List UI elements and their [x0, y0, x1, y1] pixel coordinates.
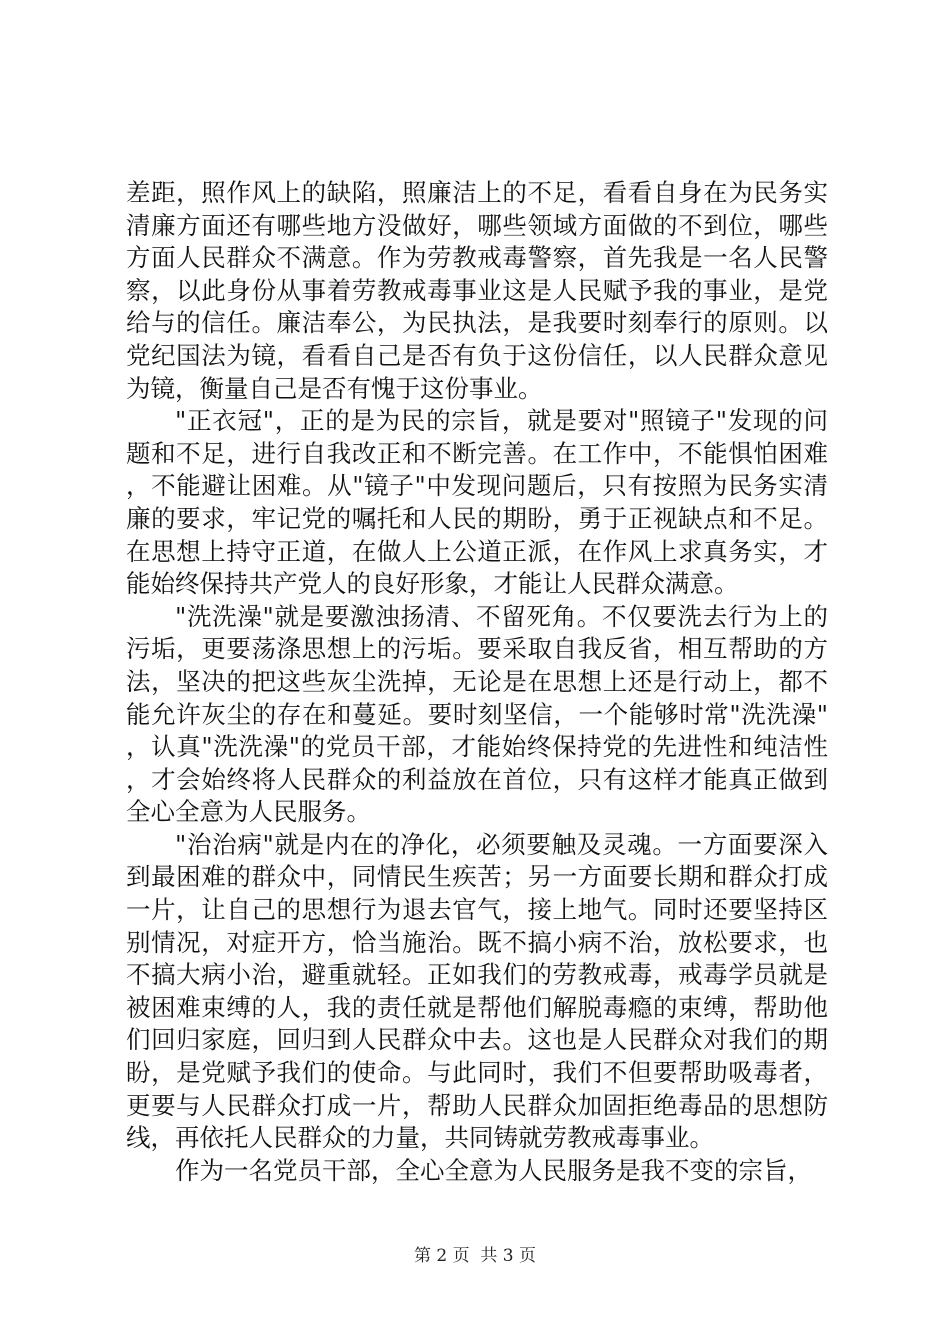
paragraph-2: "正衣冠"，正的是为民的宗旨，就是要对"照镜子"发现的问题和不足，进行自我改正和不断完善。在工作中，不能惧怕困难，不能避让困难。从"镜子"中发现问题后，只有按照为民务实清廉的要求，牢记党的嘱托和人民的期盼，勇于正视缺点和不足。在思想上持守正道，在做人上公道正派，在作风上求真务实，才能始终保持共产党人的良好形象，才能让人民群众满意。	[126, 406, 828, 599]
document-body	[126, 177, 828, 1187]
page-number-footer: 第 2 页 共 3 页	[413, 1246, 537, 1266]
paragraph-3: "洗洗澡"就是要激浊扬清、不留死角。不仅要洗去行为上的污垢，更要荡涤思想上的污垢。要采取自我反省，相互帮助的方法，坚决的把这些灰尘洗掉，无论是在思想上还是行动上，都不能允许灰尘的存在和蔓延。要时刻坚信，一个能够时常"洗洗澡"，认真"洗洗澡"的党员干部，才能始终保持党的先进性和纯洁性，才会始终将人民群众的利益放在首位，只有这样才能真正做到全心全意为人民服务。	[126, 601, 828, 827]
paragraph-5: 作为一名党员干部，全心全意为人民服务是我不变的宗旨，	[175, 1155, 812, 1185]
paragraph-4: "治治病"就是内在的净化，必须要触及灵魂。一方面要深入到最困难的群众中，同情民生疾苦；另一方面要长期和群众打成一片，让自己的思想行为退去官气，接上地气。同时还要坚持区别情况，对症开方，恰当施治。既不搞小病不治，放松要求，也不搞大病小治，避重就轻。正如我们的劳教戒毒，戒毒学员就是被困难束缚的人，我的责任就是帮他们解脱毒瘾的束缚，帮助他们回归家庭，回归到人民群众中去。这也是人民群众对我们的期盼，是党赋予我们的使命。与此同时，我们不但要帮助吸毒者，更要与人民群众打成一片，帮助人民群众加固拒绝毒品的思想防线，再依托人民群众的力量，共同铸就劳教戒毒事业。	[126, 829, 828, 1153]
paragraph-1: 差距，照作风上的缺陷，照廉洁上的不足，看看自身在为民务实清廉方面还有哪些地方没做好，哪些领域方面做的不到位，哪些方面人民群众不满意。作为劳教戒毒警察，首先我是一名人民警察，以此身份从事着劳教戒毒事业这是人民赋予我的事业，是党给与的信任。廉洁奉公，为民执法，是我要时刻奉行的原则。以党纪国法为镜，看看自己是否有负于这份信任，以人民群众意见为镜，衡量自己是否有愧于这份事业。	[126, 178, 828, 403]
